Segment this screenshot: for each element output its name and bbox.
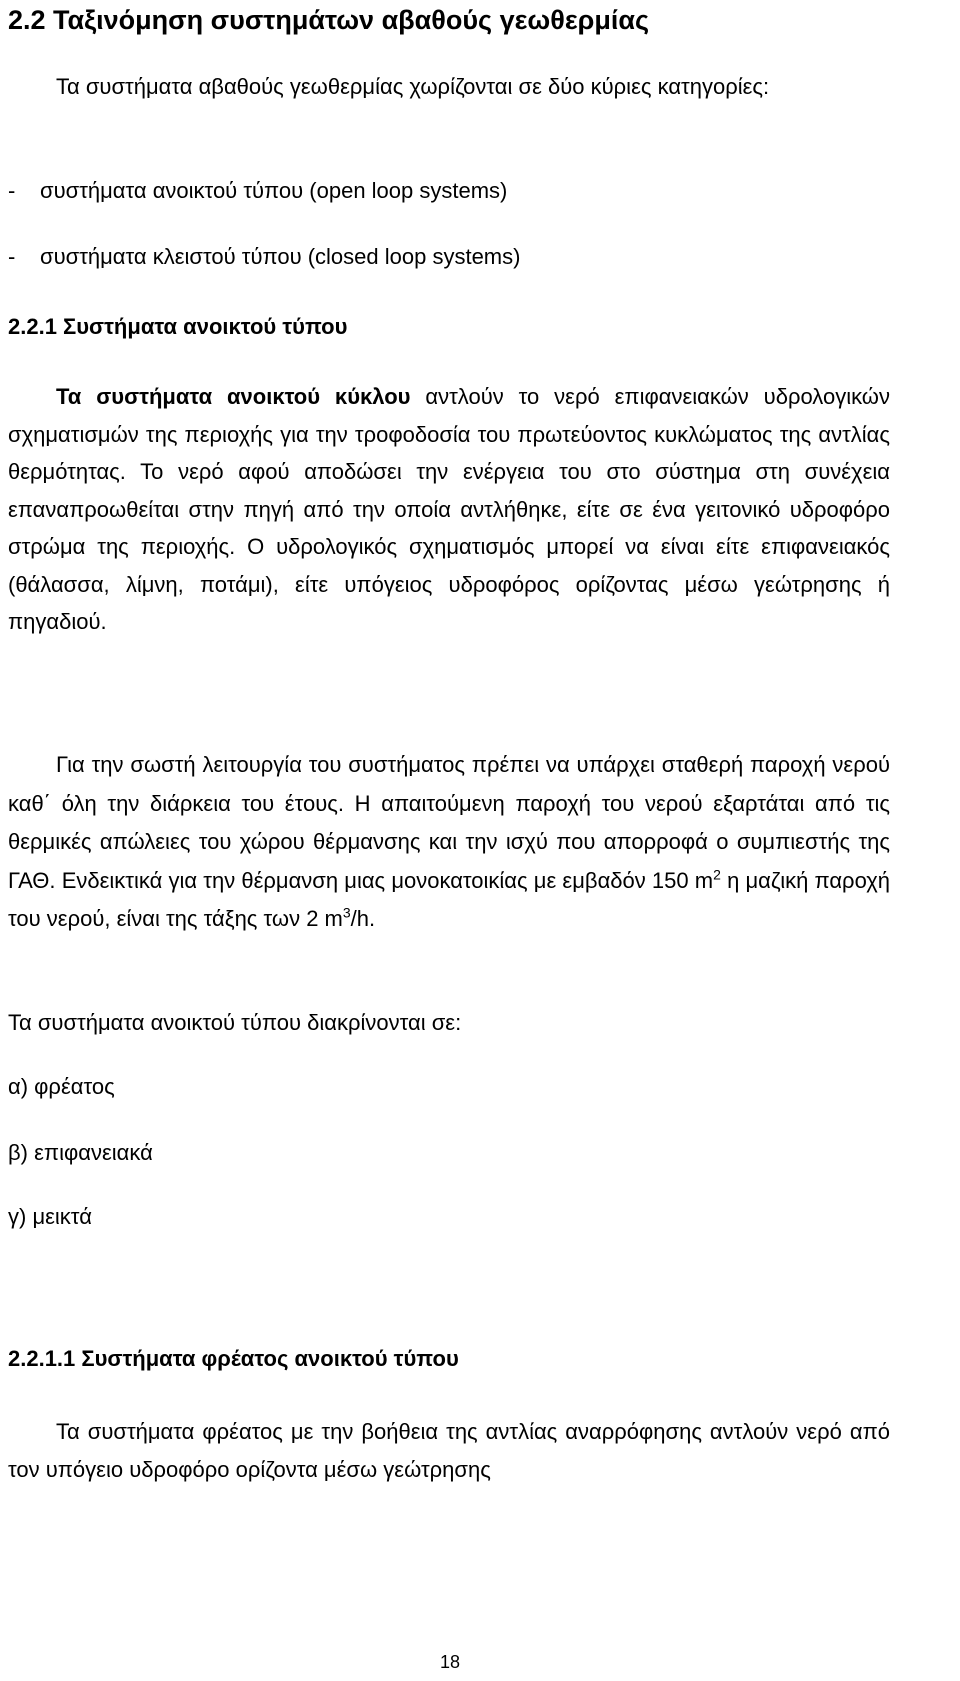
paragraph-body-continued: η μαζική παροχή του νερού, είναι της τάξης των 2 m: [8, 867, 891, 931]
well-systems-paragraph: Τα συστήματα φρέατος με την βοήθεια της αντλίας αναρρόφησης αντλούν νερό από τον υπόγειο υδροφόρο ορίζοντα μέσω γεώτρησης: [8, 1419, 890, 1482]
section-2-2-title: 2.2 Ταξινόμηση συστημάτων αβαθούς γεωθερμίας: [8, 5, 649, 35]
open-loop-description-paragraph: [8, 378, 890, 641]
paragraph-body-end: /h.: [350, 906, 376, 931]
list-item-open-loop: [8, 176, 507, 206]
list-item-closed-loop: [8, 242, 520, 272]
list-item-text: συστήματα κλειστού τύπου (closed loop systems): [40, 244, 521, 269]
section-2-2-1-title: 2.2.1 Συστήματα ανοικτού τύπου: [8, 314, 348, 339]
superscript-3: 3: [342, 904, 351, 921]
page-number: 18: [439, 1652, 461, 1672]
list-dash: -: [8, 178, 16, 203]
paragraph-bold-lead: Τα συστήματα ανοικτού κύκλου: [56, 384, 411, 409]
section-2-2-1-1-title: 2.2.1.1 Συστήματα φρέατος ανοικτού τύπου: [8, 1346, 459, 1371]
superscript-2: 2: [713, 866, 721, 883]
water-supply-paragraph: [8, 746, 890, 939]
list-item-text: συστήματα ανοικτού τύπου (open loop systems): [40, 178, 508, 203]
paragraph-body: Για την σωστή λειτουργία του συστήματος πρέπει να υπάρχει σταθερή παροχή νερού καθ΄ όλη την διάρκεια του έτους. Η απαιτούμενη παροχή του νερού εξαρτάται από τις θερμικές απώλειες του χώρου θέρμανσης και την ισχύ που απορροφά ο συμπιεστής της ΓΑΘ. Ενδεικτικά για την θέρμανση μιας μονοκατοικίας με εμβαδόν 150 m: [8, 752, 890, 893]
list-dash: -: [8, 244, 16, 269]
type-item-well: α) φρέατος: [8, 1074, 115, 1099]
type-item-surface: β) επιφανειακά: [8, 1140, 153, 1165]
paragraph-body: αντλούν το νερό επιφανειακών υδρολογικών σχηματισμών της περιοχής για την τροφοδοσία του πρωτεύοντος κυκλώματος της αντλίας θερμότητας. Το νερό αφού αποδώσει την ενέργεια του στο σύστημα στη συνέχεια επαναπροωθείται στην πηγή από την οποία αντλήθηκε, είτε σε ένα γειτονικό υδροφόρο στρώμα της περιοχής. Ο υδρολογικός σχηματισμός μπορεί να είναι είτε επιφανειακός (θάλασσα, λίμνη, ποτάμι), είτε υπόγειος υδροφόρος ορίζοντας μέσω γεώτρησης ή πηγαδιού.: [8, 384, 890, 634]
section-2-2-intro: Τα συστήματα αβαθούς γεωθερμίας χωρίζονται σε δύο κύριες κατηγορίες:: [56, 74, 770, 99]
open-loop-types-intro: Τα συστήματα ανοικτού τύπου διακρίνονται σε:: [8, 1010, 462, 1035]
type-item-mixed: γ) μεικτά: [8, 1204, 92, 1229]
